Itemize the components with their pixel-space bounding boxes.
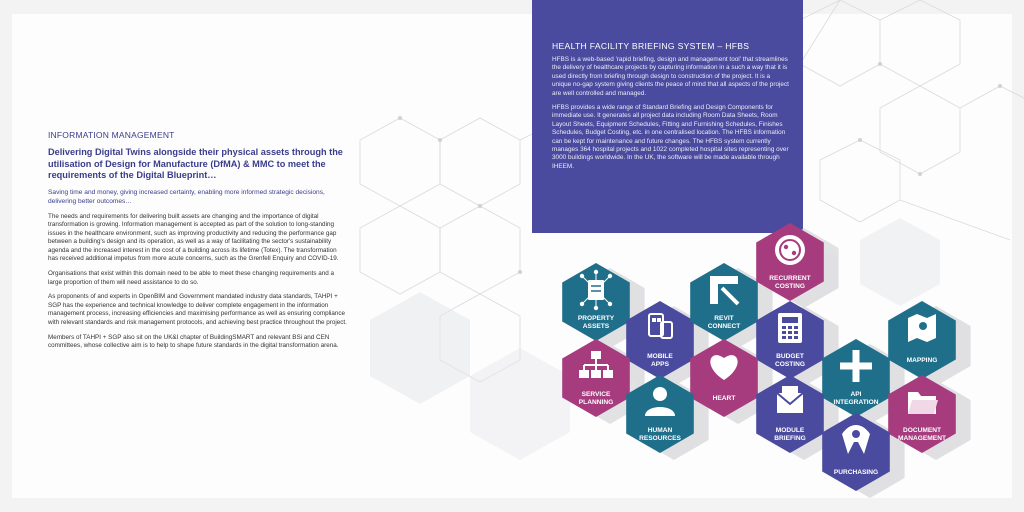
lead-statement: Delivering Digital Twins alongside their physical assets through the utilisation of Design for Manufacture (DfMA) & MMC to meet the requirements of the Digital Blueprint… — [48, 147, 343, 180]
module-label: DOCUMENT — [902, 427, 942, 434]
module-label: ASSETS — [582, 323, 610, 330]
panel-paragraph: HFBS is a web-based 'rapid briefing, design and management tool' that streamlines the delivery of healthcare projects by capturing information in a such a way that it is used directly from briefing through design to construction of the project. It is a unique no-gap system giving clients the peace of mind that all aspects of the project are well controlled and managed. — [552, 56, 789, 97]
module-label: HEART — [712, 395, 736, 402]
body-paragraph: The needs and requirements for delivering built assets are changing and the importance of digital transformation is growing. Information management is accepted as part of the solution to long-standing issues in the healthcare environment, such as improving productivity and reducing the performance gap between a building's design and its operation, as well as a way of facilitating the sector's sustainability agenda and the increased interest in the cost of a building across its lifetime (Totex). The transformation has received additional impetus from more acute concerns, such as the Grenfell Enquiry and COVID-19. — [48, 212, 339, 263]
module-label: HUMAN — [647, 427, 673, 434]
module-label: API — [850, 391, 862, 398]
cycle-icon — [775, 235, 805, 265]
module-label: COSTING — [774, 283, 806, 290]
subheading: Saving time and money, giving increased certainty, enabling more informed strategic decisions, delivering better outcomes… — [48, 188, 325, 205]
module-label: COSTING — [774, 361, 806, 368]
module-label: MOBILE — [647, 353, 673, 360]
module-label: RESOURCES — [639, 435, 681, 442]
module-label: MANAGEMENT — [898, 435, 946, 442]
section-heading: INFORMATION MANAGEMENT — [48, 130, 175, 140]
module-label: MODULE — [775, 427, 805, 434]
module-label: PLANNING — [578, 399, 614, 406]
module-label: MAPPING — [906, 357, 938, 364]
module-label: REVIT — [714, 315, 734, 322]
module-label: APPS — [651, 361, 669, 368]
module-label: CONNECT — [707, 323, 741, 330]
module-label: PURCHASING — [833, 469, 879, 476]
module-label: RECURRENT — [769, 275, 811, 282]
panel-paragraph: HFBS provides a wide range of Standard Briefing and Design Components for immediate use. It generates all project data including Room Data Sheets, Room Layout Sheets, Equipment Schedules, Fitting and Furnishing Schedules, Finishes Schedules, Budget Costing, etc. in one centralised location. The HFBS information can be kept for maintenance and future changes. The HFBS system currently manages 364 hospital projects and 1022 completed hospital sites representing over 3000 buildings worldwide. In the UK, the software will be made available through IHEEM. — [552, 104, 789, 170]
module-label: BUDGET — [776, 353, 804, 360]
body-paragraph: Organisations that exist within this domain need to be able to meet these changing requirements and a large proportion of them will need assistance to do so. — [48, 270, 334, 286]
calculator-icon — [778, 313, 802, 343]
body-paragraph: As proponents of and experts in OpenBIM and Government mandated industry data standards, TAHPI + SGP has the experience and technical knowledge to deliver complete engagement in the information management process, increasing efficiencies and maximising performance as well as ensuring compliance with relevant standards and risk management protocols, and achieving best practice throughout the project. — [48, 293, 347, 327]
module-label: INTEGRATION — [833, 399, 879, 406]
body-paragraph: Members of TAHPI + SGP also sit on the UK&I chapter of BuildingSMART and relevant BSi and CEN committees, whose collective aim is to help to shape future standards in the digital transformation arena. — [48, 333, 339, 350]
module-label: BRIEFING — [774, 435, 806, 442]
module-label: SERVICE — [581, 391, 611, 398]
panel-heading: HEALTH FACILITY BRIEFING SYSTEM – HFBS — [552, 41, 750, 51]
module-label: PROPERTY — [577, 315, 615, 322]
map-icon — [908, 314, 936, 342]
